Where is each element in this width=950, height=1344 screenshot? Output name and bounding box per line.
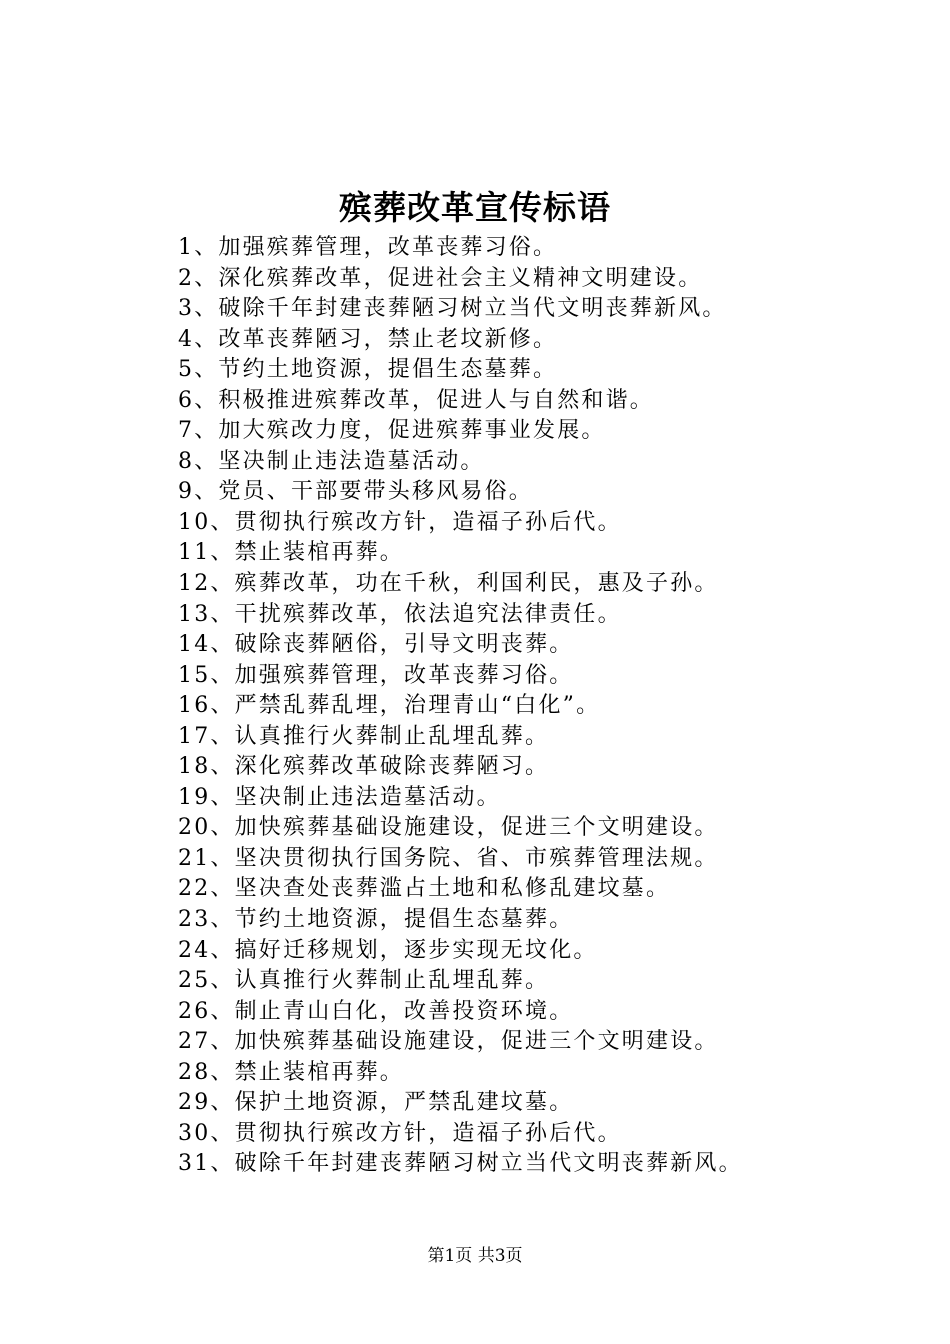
list-item: 28、禁止装棺再葬。 — [178, 1059, 404, 1085]
list-item: 7、加大殡改力度，促进殡葬事业发展。 — [178, 418, 606, 444]
list-item: 17、认真推行火葬制止乱埋乱葬。 — [178, 723, 550, 749]
list-item: 6、积极推进殡葬改革，促进人与自然和谐。 — [178, 387, 654, 413]
list-item: 27、加快殡葬基础设施建设，促进三个文明建设。 — [178, 1029, 719, 1055]
list-item: 4、改革丧葬陋习，禁止老坟新修。 — [178, 326, 558, 352]
list-item: 11、禁止装棺再葬。 — [178, 540, 404, 566]
list-item: 14、破除丧葬陋俗，引导文明丧葬。 — [178, 632, 574, 658]
list-item: 24、搞好迁移规划，逐步实现无坟化。 — [178, 937, 598, 963]
list-item: 18、深化殡葬改革破除丧葬陋习。 — [178, 754, 550, 780]
list-item: 13、干扰殡葬改革，依法追究法律责任。 — [178, 601, 622, 627]
list-item: 21、坚决贯彻执行国务院、省、市殡葬管理法规。 — [178, 845, 719, 871]
list-item: 19、坚决制止违法造墓活动。 — [178, 784, 501, 810]
list-item: 2、深化殡葬改革，促进社会主义精神文明建设。 — [178, 265, 703, 291]
list-item: 10、贯彻执行殡改方针，造福子孙后代。 — [178, 509, 622, 535]
page-footer: 第1页 共3页 — [427, 1246, 523, 1266]
list-item: 25、认真推行火葬制止乱埋乱葬。 — [178, 968, 550, 994]
list-item: 3、破除千年封建丧葬陋习树立当代文明丧葬新风。 — [178, 296, 727, 322]
list-item: 29、保护土地资源，严禁乱建坟墓。 — [178, 1090, 574, 1116]
list-item: 23、节约土地资源，提倡生态墓葬。 — [178, 907, 574, 933]
slogan-list — [178, 233, 743, 1180]
list-item: 26、制止青山白化，改善投资环境。 — [178, 998, 574, 1024]
list-item: 30、贯彻执行殡改方针，造福子孙后代。 — [178, 1120, 622, 1146]
list-item: 8、坚决制止违法造墓活动。 — [178, 448, 485, 474]
list-item: 16、严禁乱葬乱埋，治理青山“白化”。 — [178, 693, 601, 719]
list-item: 5、节约土地资源，提倡生态墓葬。 — [178, 357, 558, 383]
list-item: 9、党员、干部要带头移风易俗。 — [178, 479, 533, 505]
document-title: 殡葬改革宣传标语 — [339, 188, 611, 227]
list-item: 1、加强殡葬管理，改革丧葬习俗。 — [178, 235, 558, 260]
list-item: 20、加快殡葬基础设施建设，促进三个文明建设。 — [178, 815, 719, 841]
list-item: 15、加强殡葬管理，改革丧葬习俗。 — [178, 662, 574, 688]
list-item: 31、破除千年封建丧葬陋习树立当代文明丧葬新风。 — [178, 1151, 743, 1177]
list-item: 12、殡葬改革，功在千秋，利国利民，惠及子孙。 — [178, 571, 719, 597]
list-item: 22、坚决查处丧葬滥占土地和私修乱建坟墓。 — [178, 876, 671, 902]
